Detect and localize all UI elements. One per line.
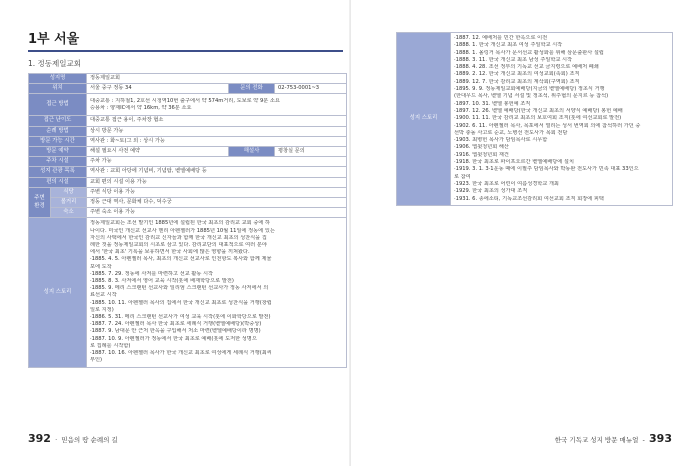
story-line: 포에 도착 bbox=[90, 263, 112, 270]
story-line: ·1885. 9. 메리 스크랜턴 선교사와 일리엄 스크랜턴 선교사가 정동 사저에서 의 bbox=[90, 285, 269, 292]
row-value: 상시 방문 가능 bbox=[87, 126, 347, 136]
row-value: 역사관 : 교회 아당에 기념비, 기념탑, 벧엘예배당 등 bbox=[87, 167, 347, 177]
row-value: 정동제일교회 bbox=[87, 74, 347, 84]
table-row bbox=[29, 187, 347, 197]
story-line: ·1887. 7. 24. 아펜젤러 목사 한국 최초로 세례식 거행(벧엘예배당)(박중상) bbox=[90, 321, 262, 328]
table-row bbox=[29, 177, 347, 187]
row-value: 역사관 : 화~토(그 외 : 상시 가능 bbox=[87, 136, 347, 146]
story-line: 일로 지정) bbox=[90, 306, 114, 313]
footer-right bbox=[555, 432, 672, 445]
row-label: 문의 전화 bbox=[229, 84, 275, 94]
story-line: 에서 '한국 최초' 기록을 보유하면서 한국 사회에 많은 영향을 끼쳐왔다. bbox=[90, 249, 250, 256]
story-line: 나이다. 미국인 개신교 선교사 헨리 아펜젤러가 1885년 10월 11일에 정동에 있는 bbox=[90, 227, 275, 234]
subsection-title: 1. 정동제일교회 bbox=[28, 59, 82, 68]
row-value: 주변 식당 이용 가능 bbox=[87, 187, 347, 197]
footer-separator: - bbox=[640, 436, 647, 444]
info-table bbox=[28, 73, 347, 368]
row-label: 볼거리 bbox=[51, 198, 87, 208]
story-line: ·1887. 10. 16. 아펜젤러 목사가 한국 개신교 최초로 여성에게 세례식 거행(최씨 bbox=[90, 350, 272, 357]
section-title: 1부 서울 bbox=[28, 32, 80, 47]
row-value: 교회 편의 시설 이용 가능 bbox=[87, 177, 347, 187]
story-line: ·1916. 엡윗청년회 재건 bbox=[454, 151, 509, 158]
right-page bbox=[396, 32, 672, 206]
row-label: 편의 시설 bbox=[29, 177, 87, 187]
story-table bbox=[396, 32, 673, 206]
row-label: 주변 환경 bbox=[29, 187, 51, 218]
story-line: ·1886. 5. 31. 메리 스크랜턴 선교사가 여성 교육 시작(훗에 이화학당으로 발전) bbox=[90, 314, 271, 321]
story-line: 료선교 시작 bbox=[90, 292, 117, 299]
table-row bbox=[29, 208, 347, 218]
story-line: ·1888. 1. 올링거 목사가 문서선교 활성화를 위해 삼문출판사 설립 bbox=[454, 49, 604, 56]
row-label: 접근 난이도 bbox=[29, 116, 87, 126]
row-label: 숙소 bbox=[51, 208, 87, 218]
story-line: (한대우드 목사, 벧엘 기념 서설 및 정초석, 위주협의 문지르 등 참석) bbox=[454, 93, 609, 100]
story-line: ·1885. 10. 11. 아펜젤러 목사의 집에서 한국 개신교 최초로 성찬식을 거행(창립 bbox=[90, 299, 272, 306]
story-line: ·1889. 12. 7. 한국 감리교 최초의 계삭회(구역회) 조직 bbox=[454, 78, 580, 85]
story-cell bbox=[87, 218, 347, 367]
row-label: 접근 방법 bbox=[29, 94, 87, 116]
table-row bbox=[29, 126, 347, 136]
table-row bbox=[29, 147, 347, 157]
table-row bbox=[29, 94, 347, 116]
story-line: ·1889. 2. 12. 한국 개신교 최초의 여성교회(속회) 조직 bbox=[454, 71, 580, 78]
section-rule bbox=[28, 50, 343, 52]
story-line: ·1923. 한국 최초로 어린이 여름성경학교 개최 bbox=[454, 180, 559, 187]
footer-title: 믿음의 땅 순례의 길 bbox=[61, 436, 118, 444]
row-label: 해설사 bbox=[229, 147, 275, 157]
footer-left bbox=[28, 432, 118, 445]
story-line: ·1902. 6. 11. 아펜젤러 목사, 목포에서 열리는 성서 번역회 의에 참석하러 가던 중 bbox=[454, 122, 641, 129]
footer-separator: · bbox=[53, 436, 60, 444]
page-number: 392 bbox=[28, 432, 51, 445]
row-label: 성지명 bbox=[29, 74, 87, 84]
row-value: 평창실 문의 bbox=[275, 147, 347, 157]
row-label: 성지 스토리 bbox=[397, 33, 451, 206]
story-line: ·1885. 7. 29. 정동에 사저를 마련하고 선교 활동 시작 bbox=[90, 270, 214, 277]
row-label: 방문 예약 bbox=[29, 147, 87, 157]
story-line: ·1887. 12. 예배처를 민간 한옥으로 이전 bbox=[454, 35, 548, 41]
story-line: 자신의 사택에서 한국인 감리교 신자들과 함께 한국 개신교 최초의 성찬식을 집 bbox=[90, 234, 267, 241]
row-value bbox=[87, 94, 347, 116]
row-value: 주변 숙소 이용 가능 bbox=[87, 208, 347, 218]
table-row bbox=[29, 167, 347, 177]
access-line: 대중교통 : 지하철1, 2호선 시청역10번 출구에서 약 574m거리, 도보로 약 9분 소요 bbox=[90, 97, 280, 104]
story-line: 로 참여 bbox=[454, 173, 471, 180]
footer-title: 한국 기독교 성지 방문 매뉴얼 bbox=[554, 436, 639, 444]
story-line: ·1888. 3. 11. 한국 개신교 최초 남성 주일학교 시작 bbox=[454, 56, 573, 63]
table-row bbox=[29, 136, 347, 146]
story-line: ·1885. 4. 5. 아펜젤러 목사, 최초의 개신교 선교사로 인천항도 복사와 함께 제물 bbox=[90, 256, 272, 263]
story-line: ·1918. 한국 최초로 파이프오르간 벧엘예배당에 설치 bbox=[454, 159, 574, 166]
story-line: 례한 것을 정동제일교회의 시초로 삼고 있다. 감리교단의 대표적으로 여러 분야 bbox=[90, 242, 267, 249]
story-line: 부인) bbox=[90, 357, 103, 364]
row-value: 대중교통 접근 용이, 주차장 협소 bbox=[87, 116, 347, 126]
story-line: ·1897. 12. 26. 벧엘 예배당(한국 개신교 최초의 서양식 예배당) 봉헌 예배 bbox=[454, 107, 623, 114]
story-line: ·1888. 1. 한국 개신교 최초 여성 주일학교 시작 bbox=[454, 42, 563, 49]
story-line: ·1887. 10. 9. 아펜젤러가 정동에서 한국 최초로 예배(훗에 도저한 성명으 bbox=[90, 335, 257, 342]
story-line: ·1900. 11. 11. 한국 감리교 최초의 보호여회 조직(훗에 여선교회로 발전) bbox=[454, 115, 622, 122]
story-line: ·1931. 6. 종에소티, 기독교조선감리회 여선교회 조직 회장에 피택 bbox=[454, 195, 604, 202]
access-line: 승용차 : 양재IC에서 약 16km, 약 36분 소요 bbox=[90, 104, 192, 111]
row-value: 서울 중구 정동 34 bbox=[87, 84, 229, 94]
row-label: 위치 bbox=[29, 84, 87, 94]
left-page bbox=[28, 28, 346, 368]
story-line: 선박 충돌 사고로 순교, 노병선 전도사가 목회 전담 bbox=[454, 129, 568, 136]
row-label: 성지 관광 목록 bbox=[29, 167, 87, 177]
table-row bbox=[29, 74, 347, 84]
table-row bbox=[397, 33, 673, 206]
row-value: 주차 가능 bbox=[87, 157, 347, 167]
story-line: 정동제일교회는 조선 말기인 1885년에 설립된 한국 최초의 감리교 교회 중에 하 bbox=[90, 220, 271, 227]
table-row bbox=[29, 116, 347, 126]
story-cell bbox=[451, 33, 673, 206]
row-value: 해설 필요시 사전 예약 bbox=[87, 147, 229, 157]
row-label: 순례 방법 bbox=[29, 126, 87, 136]
story-line: ·1906. 엡윗청년회 해산 bbox=[454, 144, 509, 151]
story-line: ·1897. 10. 31. 벧엘 봉헌예 조직 bbox=[454, 100, 531, 107]
story-line: ·1903. 최병헌 목사가 담임목사로 시무함 bbox=[454, 137, 548, 144]
row-label: 주차 시설 bbox=[29, 157, 87, 167]
story-line: ·1919. 3. 1. 3·1운동 때에 이필주 담임목사와 박동완 전도사가 민족 대표 33인으 bbox=[454, 166, 639, 173]
row-value: 정동 근대 역사, 문화체 다수, 덕수궁 bbox=[87, 198, 347, 208]
story-line: ·1888. 4. 28. 조선 정부의 기독교 선교 금지령으로 예배처 폐쇄 bbox=[454, 64, 599, 71]
page-gutter bbox=[349, 0, 351, 466]
story-line: ·1887. 9. 남대문 안 근처 한옥을 구입해서 처소 마련(벧엘예배당이라 명명) bbox=[90, 328, 261, 335]
row-label: 식당 bbox=[51, 187, 87, 197]
row-label: 방문 가능 시간 bbox=[29, 136, 87, 146]
table-row bbox=[29, 157, 347, 167]
story-line: ·1885. 8. 3. 사저에서 영어 교육 시작(훗에 배재학당으로 발전) bbox=[90, 278, 234, 285]
page-number: 393 bbox=[649, 432, 672, 445]
story-line: ·1895. 9. 9. 정동제일교회예배당(지금의 벧엘예배당) 정초식 거행 bbox=[454, 86, 605, 93]
story-line: 로 집례를 시작함) bbox=[90, 342, 131, 349]
story-line: ·1929. 한국 최초의 성가대 조직 bbox=[454, 188, 528, 195]
table-row bbox=[29, 198, 347, 208]
table-row bbox=[29, 218, 347, 367]
table-row bbox=[29, 84, 347, 94]
row-value: 02-753-0001~3 bbox=[275, 84, 347, 94]
row-label: 성지 스토리 bbox=[29, 218, 87, 367]
